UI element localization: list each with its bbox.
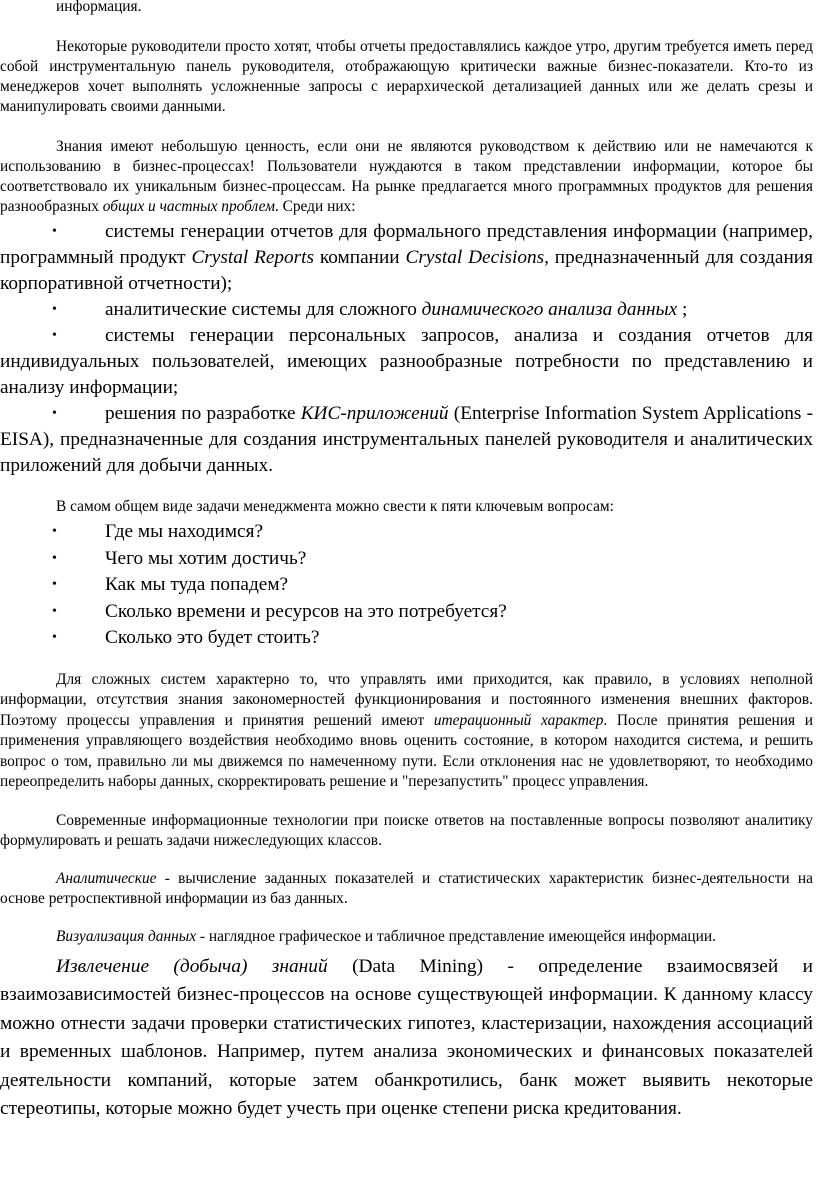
question-text: Чего мы хотим достичь? <box>105 547 307 569</box>
bullet-icon: • <box>52 603 57 619</box>
list-item-italic: Crystal Decisions <box>405 247 545 268</box>
list-item-italic: КИС-приложений <box>300 403 449 424</box>
questions-list <box>0 519 813 652</box>
list-item-text: (Enterprise Information System Applications - EISA), предназначенные для создания инструментальных панелей руководителя и аналитических приложений для добычи данных. <box>0 403 813 476</box>
paragraph-report-needs: Некоторые руководители просто хотят, чтобы отчеты предоставлялись каждое утро, другим требуется иметь перед собой инструментальную панель руководителя, отображающую критически важные бизнес-показатели. Кто-то из менеджеров хочет выполнять усложненные запросы с иерархической детализацией данных или же делать срезы и манипулировать своими данными. <box>0 38 813 115</box>
questions-intro: В самом общем виде задачи менеджмента можно свести к пяти ключевым вопросам: <box>56 498 614 515</box>
question-text: Где мы находимся? <box>105 521 264 542</box>
list-item-text: ; <box>677 299 688 320</box>
bullet-icon: • <box>52 630 57 645</box>
question-text: Сколько времени и ресурсов на это потребуется? <box>105 600 507 622</box>
question-text: Как мы туда попадем? <box>105 574 289 595</box>
bullet-icon: • <box>52 302 57 317</box>
list-item-text: компании <box>314 247 406 268</box>
list-item-text: аналитические системы для сложного <box>105 299 422 320</box>
bullet-icon: • <box>52 406 57 421</box>
list-item-text: решения по разработке <box>105 403 301 424</box>
paragraph-complex-text: Для сложных систем характерно то, что управлять ими приходится, как правило, в условиях неполной информации, отсутствия знания закономерностей функционирования и постоянного изменения внешних факторов. Поэтому процессы управления и принятия решений имеют <box>0 670 813 729</box>
paragraph-visualization-text: - наглядное графическое и табличное представление имеющейся информации. <box>196 927 716 945</box>
paragraph-complex-tail: . После принятия решения и применения управляющего воздействия необходимо вновь оценить состояние, в котором находится система, и решить вопрос о том, правильно ли мы движемся по намеченному пути. Если отклонения нас не удовлетворяют, то необходимо переопределить наборы данных, скорректировать решение и "перезапустить" процесс управления. <box>0 711 813 790</box>
bullet-icon: • <box>52 550 57 566</box>
bullet-icon: • <box>52 577 57 592</box>
list-item-text: , предназначенный для создания корпоративной отчетности); <box>0 247 813 294</box>
top-line: информация. <box>56 0 142 15</box>
paragraph-knowledge-text: Знания имеют небольшую ценность, если они не являются руководством к действию или не намечаются к использованию в бизнес-процессах! Пользователи нуждаются в таком представлении информации, которое бы соответствовало их уникальным бизнес-процессам. На рынке предлагается много программных продуктов для решения разнообразных <box>0 138 813 215</box>
list-item <box>0 219 813 297</box>
list-item-text: системы генерации персональных запросов, анализа и создания отчетов для индивидуальных пользователей, имеющих разнообразные потребности по представлению и анализу информации; <box>0 325 813 398</box>
paragraph-complex-systems <box>0 670 813 793</box>
list-item <box>0 323 813 401</box>
list-item-italic: динамического анализа данных <box>421 299 678 320</box>
term-data-mining: Извлечение (добыча) знаний <box>56 955 328 977</box>
list-item <box>0 599 813 626</box>
list-item-text: системы генерации отчетов для формального представления информации (например, программный продукт <box>0 221 813 268</box>
paragraph-complex-italic: итерационный характер <box>433 711 604 729</box>
list-item <box>0 519 813 546</box>
paragraph-analytical-text: - вычисление заданных показателей и статистических характеристик бизнес-деятельности на основе ретроспективной информации из баз данных. <box>0 869 813 907</box>
term-visualization: Визуализация данных <box>56 927 197 945</box>
list-item <box>0 625 813 652</box>
paragraph-knowledge-tail: . Среди них: <box>274 198 356 215</box>
list-item <box>0 297 813 323</box>
products-list <box>0 219 813 479</box>
list-item <box>0 546 813 573</box>
paragraph-knowledge-italic: общих и частных проблем <box>102 198 275 215</box>
list-item <box>0 401 813 479</box>
paragraph-data-mining-text: (Data Mining) - определение взаимосвязей и взаимозависимостей бизнес-процессов на основе существующей информации. К данному классу можно отнести задачи проверки статистических гипотез, кластеризации, нахождения ассоциаций и временных шаблонов. Например, путем анализа экономических и финансовых показателей деятельности компаний, которые затем обанкротились, банк может выявить некоторые стереотипы, которые можно будет учесть при оценке степени риска кредитования. <box>0 955 813 1119</box>
paragraph-knowledge-value <box>0 137 813 217</box>
question-text: Сколько это будет стоить? <box>105 627 320 648</box>
term-analytical: Аналитические <box>56 869 157 887</box>
paragraph-visualization <box>0 927 813 947</box>
paragraph-analytical <box>0 869 813 909</box>
bullet-icon: • <box>52 328 57 343</box>
paragraph-data-mining <box>0 953 813 1124</box>
paragraph-modern-tech: Современные информационные технологии при поиске ответов на поставленные вопросы позволяют аналитику формулировать и решать задачи нижеследующих классов. <box>0 811 813 849</box>
list-item-italic: Crystal Reports <box>191 247 315 268</box>
bullet-icon: • <box>52 524 57 539</box>
list-item <box>0 572 813 599</box>
bullet-icon: • <box>52 224 57 239</box>
